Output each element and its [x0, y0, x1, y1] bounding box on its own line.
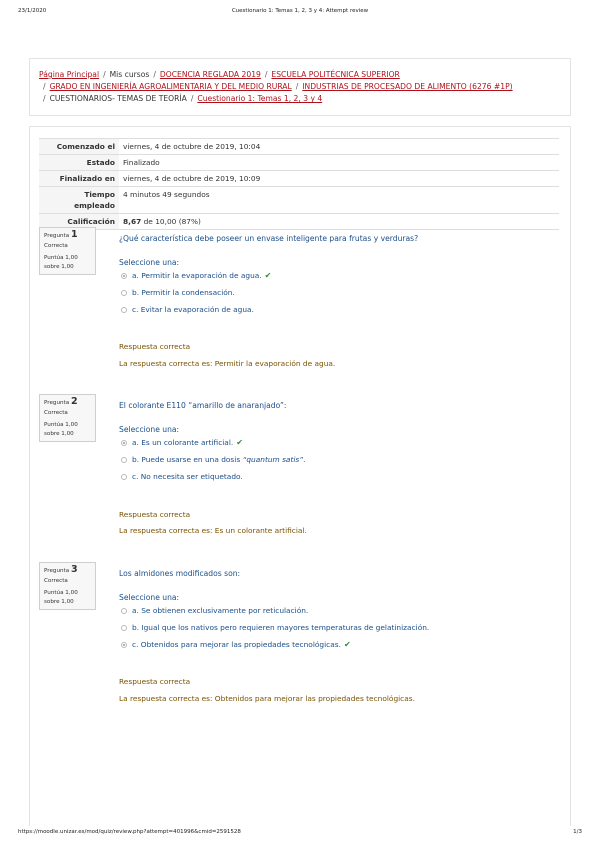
- feedback-title: Respuesta correcta: [119, 342, 191, 351]
- summary-value: viernes, 4 de octubre de 2019, 10:04: [119, 139, 559, 155]
- option-label: a. Se obtienen exclusivamente por reticulación.: [132, 606, 309, 615]
- print-url: https://moodle.unizar.es/mod/quiz/review.php?attempt=401996&cmid=2591528: [18, 829, 241, 835]
- breadcrumb-course[interactable]: INDUSTRIAS DE PROCESADO DE ALIMENTO (6276 #1P): [302, 82, 513, 92]
- select-prompt: Seleccione una:: [119, 593, 180, 602]
- right-answer: La respuesta correcta es: Es un colorante artificial.: [119, 526, 307, 535]
- summary-row-started: [39, 139, 559, 155]
- check-icon: ✔: [236, 438, 243, 447]
- summary-label: [39, 187, 119, 214]
- right-answer: La respuesta correcta es: Permitir la evaporación de agua.: [119, 359, 336, 368]
- summary-row-grade: [39, 214, 559, 230]
- question-info-3: [39, 562, 96, 610]
- option-label: c. No necesita ser etiquetado.: [132, 472, 243, 481]
- answer-option[interactable]: [121, 472, 243, 481]
- feedback-title: Respuesta correcta: [119, 510, 191, 519]
- grade-line: sobre 1,00: [44, 430, 74, 437]
- print-page-number: 1/3: [573, 829, 582, 835]
- option-label-main: b. Puede usarse en una dosis: [132, 455, 243, 464]
- main-panel: [29, 126, 571, 826]
- print-title: Cuestionario 1: Temas 1, 2, 3 y 4: Attempt review: [231, 8, 369, 14]
- summary-label-line: empleado: [74, 201, 115, 210]
- answer-option[interactable]: [121, 438, 243, 447]
- grade-line: Puntúa 1,00: [44, 422, 78, 428]
- feedback-title: Respuesta correcta: [119, 677, 191, 686]
- summary-value: [119, 214, 559, 230]
- answer-option[interactable]: [121, 305, 254, 314]
- breadcrumb-home[interactable]: Página Principal: [39, 70, 100, 79]
- summary-value: viernes, 4 de octubre de 2019, 10:09: [119, 171, 559, 187]
- question-grade: [44, 254, 91, 271]
- question-grade: [44, 589, 91, 606]
- answer-option[interactable]: [121, 455, 305, 464]
- radio-icon[interactable]: [121, 642, 127, 648]
- radio-icon[interactable]: [121, 440, 127, 446]
- summary-label: Comenzado el: [39, 139, 119, 155]
- summary-label: Calificación: [39, 214, 119, 230]
- question-label: Pregunta: [44, 568, 70, 574]
- option-label: b. Permitir la condensación.: [132, 288, 235, 297]
- question-state: Correcta: [44, 577, 68, 584]
- question-state: Correcta: [44, 242, 68, 249]
- check-icon: ✔: [343, 640, 351, 649]
- radio-icon[interactable]: [121, 608, 127, 614]
- attempt-summary-table: [39, 138, 559, 230]
- question-text-3: Los almidones modificados son:: [119, 569, 241, 578]
- radio-icon[interactable]: [121, 625, 127, 631]
- option-label: a. Permitir la evaporación de agua.: [132, 271, 262, 280]
- question-state: Correcta: [44, 409, 68, 416]
- option-label: c. Evitar la evaporación de agua.: [132, 305, 254, 314]
- radio-icon[interactable]: [121, 290, 127, 296]
- answer-option[interactable]: [121, 288, 235, 297]
- option-label-end: .: [303, 455, 306, 464]
- breadcrumb-quiz[interactable]: Cuestionario 1: Temas 1, 2, 3 y 4: [197, 94, 323, 104]
- question-number: 1: [70, 229, 78, 240]
- grade-line: Puntúa 1,00: [44, 255, 78, 261]
- answer-option[interactable]: [121, 623, 429, 632]
- grade-line: Puntúa 1,00: [44, 590, 78, 596]
- summary-row-finished: [39, 171, 559, 187]
- question-label: Pregunta: [44, 400, 70, 406]
- radio-icon[interactable]: [121, 474, 127, 480]
- summary-label-line: Tiempo: [84, 190, 115, 199]
- question-number: 3: [70, 564, 78, 575]
- option-label: a. Es un colorante artificial.: [132, 438, 234, 447]
- grade-line: sobre 1,00: [44, 598, 74, 605]
- option-label: [132, 455, 305, 464]
- answer-option[interactable]: [121, 606, 308, 615]
- breadcrumb-grado[interactable]: GRADO EN INGENIERÍA AGROALIMENTARIA Y DEL MEDIO RURAL: [49, 82, 292, 92]
- answer-option[interactable]: [121, 271, 271, 280]
- question-number: 2: [70, 396, 78, 407]
- check-icon: ✔: [264, 271, 272, 280]
- radio-icon[interactable]: [121, 457, 127, 463]
- option-label: b. Igual que los nativos pero requieren mayores temperaturas de gelatinización.: [132, 623, 430, 632]
- question-label: Pregunta: [44, 233, 70, 239]
- answer-option[interactable]: [121, 640, 351, 649]
- summary-label: Finalizado en: [39, 171, 119, 187]
- grade-line: sobre 1,00: [44, 263, 74, 270]
- summary-row-time: [39, 187, 559, 214]
- breadcrumb: Página Principal / Mis cursos / DOCENCIA REGLADA 2019 / ESCUELA POLITÉCNICA SUPERIOR / GRADO EN INGENIERÍA AGROALIMENTARIA Y DEL MEDIO RURAL / INDUSTRIAS DE PROCESADO DE ALIMENTO (6276 #1P) / CUESTIONARIOS- TEMAS DE TEORÍA / Cuestionario 1: Temas 1, 2, 3 y 4: [39, 70, 513, 104]
- question-text-2: El colorante E110 “amarillo de anaranjado”:: [119, 401, 287, 410]
- summary-label: Estado: [39, 155, 119, 171]
- question-info-2: [39, 394, 96, 442]
- question-grade: [44, 421, 91, 438]
- grade-rest: de 10,00 (87%): [143, 217, 201, 226]
- breadcrumb-docencia[interactable]: DOCENCIA REGLADA 2019: [159, 70, 261, 79]
- print-date: 23/1/2020: [18, 8, 47, 14]
- breadcrumb-escuela[interactable]: ESCUELA POLITÉCNICA SUPERIOR: [271, 70, 400, 79]
- breadcrumb-section: CUESTIONARIOS- TEMAS DE TEORÍA: [49, 94, 187, 104]
- option-label-italic: “quantum satis”: [242, 455, 304, 464]
- select-prompt: Seleccione una:: [119, 258, 180, 267]
- radio-icon[interactable]: [121, 307, 127, 313]
- question-info-1: [39, 227, 96, 275]
- option-label: c. Obtenidos para mejorar las propiedades tecnológicas.: [132, 640, 341, 649]
- right-answer: La respuesta correcta es: Obtenidos para mejorar las propiedades tecnológicas.: [119, 694, 415, 703]
- breadcrumb-my-courses: Mis cursos: [109, 70, 150, 79]
- summary-row-state: [39, 155, 559, 171]
- question-text-1: ¿Qué característica debe poseer un envase inteligente para frutas y verduras?: [119, 234, 419, 243]
- grade-score: 8,67: [123, 217, 142, 226]
- summary-value: Finalizado: [119, 155, 559, 171]
- radio-icon[interactable]: [121, 273, 127, 279]
- summary-value: 4 minutos 49 segundos: [119, 187, 559, 214]
- select-prompt: Seleccione una:: [119, 425, 180, 434]
